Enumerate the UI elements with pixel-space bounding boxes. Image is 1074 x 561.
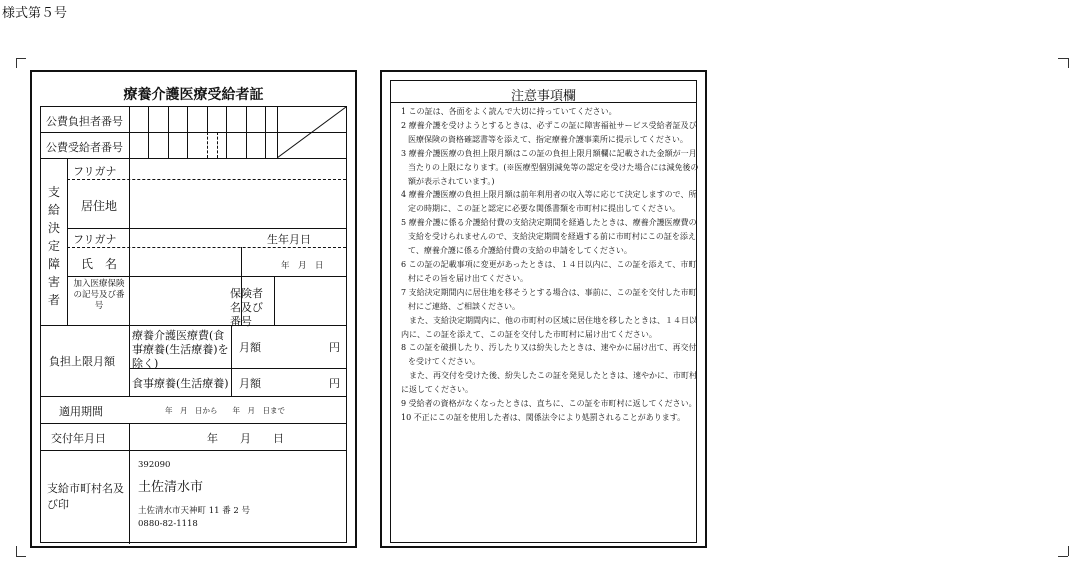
certificate-title: 療養介護医療受給者証 xyxy=(123,87,264,103)
insurance-symbol-label: 加入医療保険の記号及び番号 xyxy=(73,279,125,311)
meal-fee-label: 食事療養(生活療養) xyxy=(132,377,229,390)
furigana-label-2: フリガナ xyxy=(73,233,117,246)
certificate-card xyxy=(30,70,357,548)
yen-unit: 円 xyxy=(329,341,340,354)
monthly-label: 月額 xyxy=(239,377,261,390)
issue-date-label: 交付年月日 xyxy=(51,432,106,445)
issuer-city: 土佐清水市 xyxy=(138,480,204,495)
note-item: 5 療養介護に係る介護給付費の支給決定期間を経過したときは、療養介護医療費の支給を受けられませんので、支給決定期間を経過する前に市町村にこの証を添えて、療養介護に係る介護給付費の支給の申請をしてください。 xyxy=(401,218,697,256)
name-label: 氏 名 xyxy=(81,257,118,271)
notes-list xyxy=(401,105,701,425)
diagonal-strike xyxy=(277,107,347,158)
notes-title: 注意事項欄 xyxy=(510,89,576,104)
insurer-label: 保険者名及び番号 xyxy=(230,287,263,328)
note-item: 10 不正にこの証を使用した者は、関係法令により処罰されることがあります。 xyxy=(401,412,686,422)
monthly-label: 月額 xyxy=(239,341,261,354)
form-number: 様式第５号 xyxy=(2,6,68,21)
crop-mark xyxy=(1058,556,1068,557)
birthdate-label: 生年月日 xyxy=(267,233,311,246)
notes-card xyxy=(380,70,707,548)
note-item: 7 支給決定期間内に居住地を移そうとする場合は、事前に、この証を交付した市町村にご連絡、ご相談ください。 xyxy=(401,287,697,311)
issue-date-value: 年 月 日 xyxy=(207,432,284,445)
note-item: 6 この証の記載事項に変更があったときは、１４日以内に、この証を添えて、市町村にその旨を届け出てください。 xyxy=(401,259,697,283)
crop-mark xyxy=(1068,58,1069,68)
note-item: 1 この証は、各面をよく読んで大切に持っていてください。 xyxy=(401,107,617,116)
crop-mark xyxy=(16,58,26,59)
issuer-phone: 0880-82-1118 xyxy=(138,519,198,529)
public-payer-label: 公費負担者番号 xyxy=(46,115,123,128)
medical-fee-label: 療養介護医療費(食事療養(生活療養)を除く) xyxy=(132,329,229,370)
section-label: 支給決定障害者 xyxy=(47,185,60,307)
notes-box xyxy=(390,80,697,543)
crop-mark xyxy=(1068,546,1069,556)
note-subitem: また、支給決定期間内に、他の市町村の区域に居住地を移したときは、１４日以内に、この証を添えて、この証を交付した市町村に届け出てください。 xyxy=(401,315,697,339)
address-label: 居住地 xyxy=(81,199,118,213)
crop-mark xyxy=(1058,58,1068,59)
crop-mark xyxy=(16,58,17,68)
note-item: 3 療養介護医療の負担上限月額はこの証の負担上限月額欄に記載された金額が一月当たりの上限になります。(※医療型個別減免等の認定を受けた場合には減免後の額が表示されています。) xyxy=(401,148,699,186)
note-item: 4 療養介護医療の負担上限月額は前年利用者の収入等に応じて決定しますので、所定の時期に、この証と認定に必要な関係書類を市町村に提出してください。 xyxy=(401,190,697,214)
issuer-address: 土佐清水市天神町 11 番 2 号 xyxy=(138,506,251,516)
furigana-label: フリガナ xyxy=(73,165,117,178)
valid-period-label: 適用期間 xyxy=(59,405,103,418)
issuer-postal: 392090 xyxy=(138,460,171,470)
yen-unit: 円 xyxy=(329,377,340,390)
public-recipient-label: 公費受給者番号 xyxy=(46,141,123,154)
birth-units: 年 月 日 xyxy=(281,261,324,271)
note-subitem: また、再交付を受けた後、紛失したこの証を発見したときは、速やかに、市町村に返してください。 xyxy=(401,371,697,395)
note-item: 2 療養介護を受けようとするときは、必ずこの証に障害福祉サービス受給者証及び医療保険の資格確認書等を添えて、指定療養介護事業所に提示してください。 xyxy=(401,120,697,144)
note-item: 8 この証を破損したり、汚したり又は紛失したときは、速やかに届け出て、再交付を受けてください。 xyxy=(401,343,697,367)
issuer-label: 支給市町村名及び印 xyxy=(47,482,124,511)
crop-mark xyxy=(16,556,26,557)
certificate-table xyxy=(40,106,347,543)
valid-period-value: 年 月 日から 年 月 日まで xyxy=(165,406,285,415)
note-item: 9 受給者の資格がなくなったときは、直ちに、この証を市町村に返してください。 xyxy=(401,399,697,409)
crop-mark xyxy=(16,546,17,556)
burden-label: 負担上限月額 xyxy=(49,355,115,368)
